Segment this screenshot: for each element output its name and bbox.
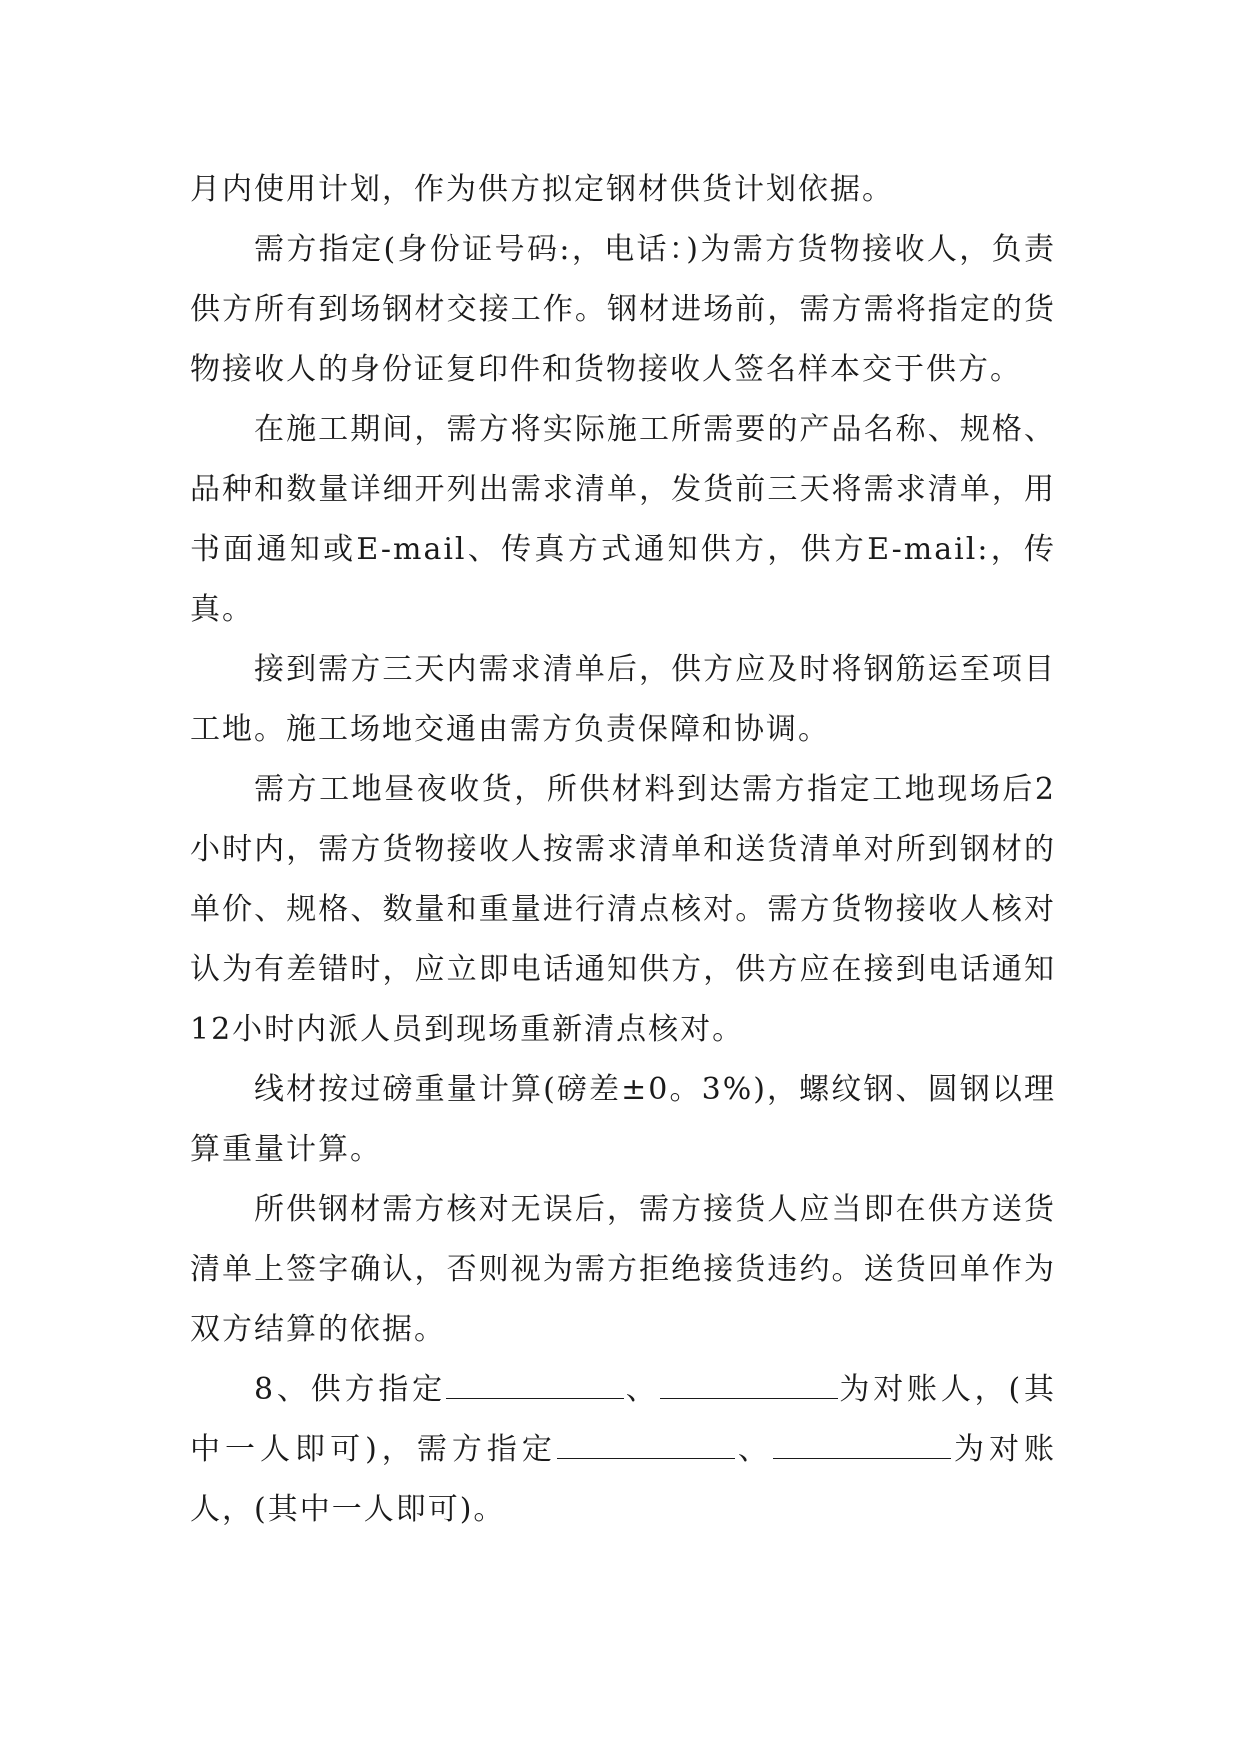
paragraph-clause-8 — [190, 1360, 1056, 1540]
paragraph-demand-list: 在施工期间，需方将实际施工所需要的产品名称、规格、品种和数量详细开列出需求清单，发货前三天将需求清单，用书面通知或E-mail、传真方式通知供方，供方E-mail:，传真。 — [190, 412, 1056, 627]
clause8-text-1: 8、供方指定 — [254, 1372, 446, 1407]
paragraph-delivery: 接到需方三天内需求清单后，供方应及时将钢筋运至项目工地。施工场地交通由需方负责保障和协调。 — [190, 652, 1056, 747]
clause8-separator-2: 、 — [734, 1432, 773, 1467]
paragraph-signing-confirmation: 所供钢材需方核对无误后，需方接货人应当即在供方送货清单上签字确认，否则视为需方拒绝接货违约。送货回单作为双方结算的依据。 — [190, 1192, 1056, 1347]
paragraph-weight-calculation: 线材按过磅重量计算(磅差±0。3%)，螺纹钢、圆钢以理算重量计算。 — [190, 1072, 1056, 1167]
document-body — [190, 160, 1056, 1540]
supplier-reconciler-blank-1[interactable] — [446, 1372, 624, 1399]
clause8-text-3: 为对账人，(其中一人即可)。 — [190, 1432, 1057, 1527]
clause8-separator-1: 、 — [623, 1372, 660, 1407]
paragraph-receiving-check: 需方工地昼夜收货，所供材料到达需方指定工地现场后2小时内，需方货物接收人按需求清单和送货清单对所到钢材的单价、规格、数量和重量进行清点核对。需方货物接收人核对认为有差错时，应立即电话通知供方，供方应在接到电话通知12小时内派人员到现场重新清点核对。 — [190, 772, 1056, 1047]
buyer-reconciler-blank-2[interactable] — [773, 1432, 951, 1459]
supplier-reconciler-blank-2[interactable] — [660, 1372, 838, 1399]
paragraph-usage-plan: 月内使用计划，作为供方拟定钢材供货计划依据。 — [190, 172, 894, 207]
buyer-reconciler-blank-1[interactable] — [557, 1432, 735, 1459]
paragraph-receiver: 需方指定(身份证号码:，电话：)为需方货物接收人，负责供方所有到场钢材交接工作。钢材进场前，需方需将指定的货物接收人的身份证复印件和货物接收人签名样本交于供方。 — [190, 232, 1056, 387]
clause8-text-2: 为对账人，(其中一人即可)，需方指定 — [190, 1372, 1056, 1467]
